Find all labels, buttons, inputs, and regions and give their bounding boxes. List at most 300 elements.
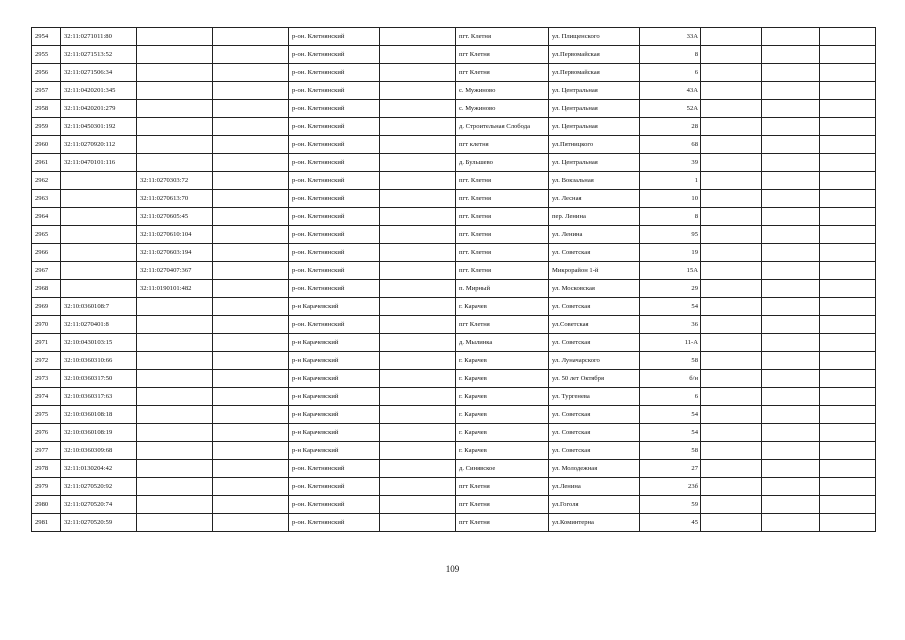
empty-cell [820,352,876,370]
house-number-cell: 36 [640,316,701,334]
house-number-cell: 10 [640,190,701,208]
empty-cell [701,280,762,298]
house-number-cell: б/н [640,370,701,388]
cadastral-number-cell: 32:11:0270920:112 [61,136,137,154]
empty-cell [701,226,762,244]
empty-cell [701,388,762,406]
cadastral-number-alt-cell: 32:11:0190101:482 [137,280,213,298]
cadastral-number-alt-cell: 32:11:0270610:104 [137,226,213,244]
cadastral-number-cell [61,262,137,280]
empty-cell [213,298,289,316]
house-number-cell: 8 [640,46,701,64]
district-cell: р-н Карачевский [289,442,380,460]
district-cell: р-он. Клетнянский [289,100,380,118]
row-number-cell: 2977 [32,442,61,460]
house-number-cell: 52А [640,100,701,118]
row-number-cell: 2964 [32,208,61,226]
empty-cell [701,136,762,154]
empty-cell [701,352,762,370]
empty-cell [820,64,876,82]
empty-cell [701,334,762,352]
street-cell: Микрорайон 1-й [549,262,640,280]
empty-cell [213,442,289,460]
empty-cell [213,208,289,226]
empty-cell [701,514,762,532]
empty-cell [380,172,456,190]
house-number-cell: 54 [640,424,701,442]
empty-cell [213,514,289,532]
empty-cell [762,64,820,82]
empty-cell [820,406,876,424]
settlement-cell: пгт Клетня [456,46,549,64]
empty-cell [380,136,456,154]
row-number-cell: 2969 [32,298,61,316]
settlement-cell: пгт Клетня [456,478,549,496]
table-row [32,118,876,136]
district-cell: р-он. Клетнянский [289,478,380,496]
empty-cell [213,388,289,406]
empty-cell [820,82,876,100]
house-number-cell: 58 [640,442,701,460]
cadastral-number-cell: 32:11:0271513:52 [61,46,137,64]
empty-cell [380,262,456,280]
empty-cell [380,118,456,136]
street-cell: ул. Советская [549,424,640,442]
district-cell: р-он. Клетнянский [289,154,380,172]
empty-cell [762,262,820,280]
cadastral-number-cell: 32:11:0270520:74 [61,496,137,514]
cadastral-number-alt-cell: 32:11:0270303:72 [137,172,213,190]
district-cell: р-н Карачевский [289,424,380,442]
empty-cell [820,154,876,172]
settlement-cell: пгт. Клетня [456,28,549,46]
street-cell: ул.Советская [549,316,640,334]
empty-cell [762,154,820,172]
table-row [32,298,876,316]
empty-cell [380,280,456,298]
empty-cell [762,208,820,226]
empty-cell [762,478,820,496]
district-cell: р-он. Клетнянский [289,496,380,514]
empty-cell [213,280,289,298]
empty-cell [213,370,289,388]
table-row [32,226,876,244]
cadastral-number-cell: 32:10:0360309:68 [61,442,137,460]
cadastral-number-alt-cell [137,118,213,136]
empty-cell [213,118,289,136]
street-cell: пер. Ленина [549,208,640,226]
street-cell: ул. Плищенского [549,28,640,46]
street-cell: ул. Вокзальная [549,172,640,190]
empty-cell [213,334,289,352]
row-number-cell: 2971 [32,334,61,352]
cadastral-number-cell: 32:11:0270520:92 [61,478,137,496]
district-cell: р-он. Клетнянский [289,172,380,190]
settlement-cell: с. Мужиново [456,82,549,100]
table-row [32,262,876,280]
cadastral-number-cell [61,226,137,244]
settlement-cell: пгт Клетня [456,514,549,532]
row-number-cell: 2960 [32,136,61,154]
table-row [32,496,876,514]
cadastral-number-cell: 32:11:0420201:345 [61,82,137,100]
settlement-cell: с. Мужиново [456,100,549,118]
empty-cell [380,460,456,478]
empty-cell [701,460,762,478]
district-cell: р-н Карачевский [289,334,380,352]
district-cell: р-он. Клетнянский [289,118,380,136]
table-row [32,370,876,388]
settlement-cell: пгт. Клетня [456,262,549,280]
settlement-cell: пгт. Клетня [456,226,549,244]
empty-cell [820,100,876,118]
empty-cell [820,28,876,46]
empty-cell [762,28,820,46]
district-cell: р-он. Клетнянский [289,82,380,100]
cadastral-number-cell: 32:11:0270520:59 [61,514,137,532]
row-number-cell: 2981 [32,514,61,532]
empty-cell [380,208,456,226]
row-number-cell: 2957 [32,82,61,100]
empty-cell [213,46,289,64]
house-number-cell: 11-А [640,334,701,352]
row-number-cell: 2962 [32,172,61,190]
table-row [32,406,876,424]
settlement-cell: г. Карачев [456,442,549,460]
table-row [32,280,876,298]
empty-cell [213,226,289,244]
row-number-cell: 2974 [32,388,61,406]
empty-cell [762,388,820,406]
empty-cell [820,298,876,316]
empty-cell [820,334,876,352]
table-body [32,28,876,532]
house-number-cell: 58 [640,352,701,370]
cadastral-number-cell: 32:11:0470101:116 [61,154,137,172]
house-number-cell: 6 [640,64,701,82]
cadastral-number-cell [61,208,137,226]
row-number-cell: 2980 [32,496,61,514]
settlement-cell: г. Карачев [456,298,549,316]
cadastral-number-cell [61,244,137,262]
settlement-cell: пгт. Клетня [456,244,549,262]
district-cell: р-он. Клетнянский [289,514,380,532]
row-number-cell: 2978 [32,460,61,478]
house-number-cell: 23б [640,478,701,496]
street-cell: ул. Центральная [549,100,640,118]
table-row [32,388,876,406]
empty-cell [380,244,456,262]
empty-cell [762,82,820,100]
cadastral-number-alt-cell [137,388,213,406]
empty-cell [213,460,289,478]
empty-cell [820,478,876,496]
cadastral-number-cell: 32:11:0130204:42 [61,460,137,478]
empty-cell [213,424,289,442]
empty-cell [762,190,820,208]
district-cell: р-он. Клетнянский [289,46,380,64]
settlement-cell: г. Карачев [456,352,549,370]
row-number-cell: 2958 [32,100,61,118]
empty-cell [380,334,456,352]
settlement-cell: пгт. Клетня [456,190,549,208]
cadastral-number-alt-cell [137,424,213,442]
empty-cell [701,154,762,172]
cadastral-number-alt-cell [137,298,213,316]
settlement-cell: г. Карачев [456,388,549,406]
table-row [32,64,876,82]
empty-cell [820,262,876,280]
empty-cell [820,136,876,154]
empty-cell [820,208,876,226]
street-cell: ул.Пятницкого [549,136,640,154]
street-cell: ул. Советская [549,442,640,460]
cadastral-number-cell: 32:11:0270401:8 [61,316,137,334]
empty-cell [762,100,820,118]
empty-cell [380,64,456,82]
street-cell: ул. Московская [549,280,640,298]
house-number-cell: 28 [640,118,701,136]
empty-cell [820,442,876,460]
cadastral-number-alt-cell [137,154,213,172]
street-cell: ул. Советская [549,406,640,424]
table-row [32,478,876,496]
property-table [31,27,876,532]
empty-cell [820,388,876,406]
empty-cell [213,64,289,82]
district-cell: р-н Карачевский [289,370,380,388]
row-number-cell: 2979 [32,478,61,496]
empty-cell [213,478,289,496]
district-cell: р-он. Клетнянский [289,316,380,334]
settlement-cell: д. Строительная Слобода [456,118,549,136]
house-number-cell: 29 [640,280,701,298]
cadastral-number-alt-cell: 32:11:0270613:70 [137,190,213,208]
empty-cell [701,208,762,226]
empty-cell [762,334,820,352]
district-cell: р-он. Клетнянский [289,64,380,82]
empty-cell [762,172,820,190]
cadastral-number-cell: 32:10:0360108:7 [61,298,137,316]
house-number-cell: 39 [640,154,701,172]
empty-cell [380,100,456,118]
cadastral-number-alt-cell [137,334,213,352]
empty-cell [762,244,820,262]
empty-cell [820,370,876,388]
street-cell: ул. Центральная [549,118,640,136]
empty-cell [380,154,456,172]
empty-cell [820,226,876,244]
empty-cell [701,262,762,280]
settlement-cell: пгт. Клетня [456,208,549,226]
row-number-cell: 2968 [32,280,61,298]
table-row [32,136,876,154]
page-number: 109 [445,564,460,574]
cadastral-number-cell [61,280,137,298]
street-cell: ул. Центральная [549,82,640,100]
row-number-cell: 2965 [32,226,61,244]
empty-cell [762,280,820,298]
table-row [32,154,876,172]
row-number-cell: 2976 [32,424,61,442]
empty-cell [213,172,289,190]
street-cell: ул. Советская [549,334,640,352]
district-cell: р-н Карачевский [289,352,380,370]
empty-cell [380,514,456,532]
row-number-cell: 2954 [32,28,61,46]
empty-cell [213,136,289,154]
table-row [32,460,876,478]
empty-cell [701,478,762,496]
table-row [32,208,876,226]
cadastral-number-cell: 32:10:0360317:50 [61,370,137,388]
empty-cell [701,316,762,334]
street-cell: ул.Первомайская [549,46,640,64]
empty-cell [701,298,762,316]
cadastral-number-alt-cell [137,406,213,424]
house-number-cell: 15А [640,262,701,280]
house-number-cell: 43А [640,82,701,100]
house-number-cell: 8 [640,208,701,226]
row-number-cell: 2972 [32,352,61,370]
empty-cell [380,352,456,370]
cadastral-number-alt-cell [137,460,213,478]
house-number-cell: 19 [640,244,701,262]
empty-cell [820,460,876,478]
empty-cell [701,118,762,136]
empty-cell [762,226,820,244]
settlement-cell: пгт Клетня [456,496,549,514]
settlement-cell: пгт. Клетня [456,172,549,190]
empty-cell [701,46,762,64]
empty-cell [820,496,876,514]
empty-cell [213,262,289,280]
cadastral-number-alt-cell [137,100,213,118]
row-number-cell: 2967 [32,262,61,280]
empty-cell [380,424,456,442]
table-row [32,442,876,460]
district-cell: р-н Карачевский [289,388,380,406]
cadastral-number-cell: 32:11:0271011:80 [61,28,137,46]
street-cell: ул. Тургенева [549,388,640,406]
empty-cell [213,352,289,370]
cadastral-number-alt-cell [137,136,213,154]
street-cell: ул. Луначарского [549,352,640,370]
settlement-cell: д. Мылинка [456,334,549,352]
district-cell: р-он. Клетнянский [289,244,380,262]
empty-cell [213,190,289,208]
table-row [32,28,876,46]
row-number-cell: 2975 [32,406,61,424]
empty-cell [213,154,289,172]
district-cell: р-он. Клетнянский [289,262,380,280]
empty-cell [380,496,456,514]
empty-cell [701,406,762,424]
cadastral-number-alt-cell [137,442,213,460]
cadastral-number-cell: 32:10:0360310:66 [61,352,137,370]
district-cell: р-он. Клетнянский [289,460,380,478]
settlement-cell: пгт Клетня [456,64,549,82]
empty-cell [213,406,289,424]
empty-cell [380,46,456,64]
cadastral-number-alt-cell [137,46,213,64]
empty-cell [701,370,762,388]
empty-cell [380,478,456,496]
cadastral-number-cell: 32:10:0360108:18 [61,406,137,424]
empty-cell [762,118,820,136]
district-cell: р-он. Клетнянский [289,28,380,46]
empty-cell [820,46,876,64]
empty-cell [820,316,876,334]
house-number-cell: 6 [640,388,701,406]
house-number-cell: 1 [640,172,701,190]
row-number-cell: 2961 [32,154,61,172]
empty-cell [380,370,456,388]
street-cell: ул. Советская [549,298,640,316]
house-number-cell: 33А [640,28,701,46]
table-row [32,424,876,442]
settlement-cell: д. Бульшево [456,154,549,172]
empty-cell [762,136,820,154]
settlement-cell: г. Карачев [456,424,549,442]
settlement-cell: г. Карачев [456,406,549,424]
house-number-cell: 95 [640,226,701,244]
street-cell: ул. 50 лет Октября [549,370,640,388]
row-number-cell: 2956 [32,64,61,82]
empty-cell [380,298,456,316]
street-cell: ул.Первомайская [549,64,640,82]
empty-cell [820,424,876,442]
empty-cell [213,100,289,118]
table-row [32,172,876,190]
empty-cell [701,172,762,190]
cadastral-number-alt-cell [137,64,213,82]
settlement-cell: пгт Клетня [456,316,549,334]
empty-cell [820,118,876,136]
house-number-cell: 68 [640,136,701,154]
empty-cell [213,82,289,100]
table-row [32,46,876,64]
street-cell: ул. Центральная [549,154,640,172]
cadastral-number-alt-cell: 32:11:0270603:194 [137,244,213,262]
empty-cell [762,370,820,388]
table-row [32,244,876,262]
district-cell: р-он. Клетнянский [289,136,380,154]
house-number-cell: 54 [640,406,701,424]
house-number-cell: 45 [640,514,701,532]
cadastral-number-cell: 32:10:0360317:63 [61,388,137,406]
cadastral-number-alt-cell: 32:11:0270407:367 [137,262,213,280]
cadastral-number-cell: 32:11:0450301:192 [61,118,137,136]
empty-cell [380,406,456,424]
table-row [32,334,876,352]
empty-cell [762,460,820,478]
settlement-cell: п. Мирный [456,280,549,298]
empty-cell [701,244,762,262]
row-number-cell: 2963 [32,190,61,208]
empty-cell [213,28,289,46]
empty-cell [820,172,876,190]
settlement-cell: д. Синявское [456,460,549,478]
cadastral-number-alt-cell [137,478,213,496]
table-row [32,514,876,532]
cadastral-number-cell [61,190,137,208]
empty-cell [701,424,762,442]
cadastral-number-alt-cell [137,82,213,100]
empty-cell [762,406,820,424]
district-cell: р-он. Клетнянский [289,190,380,208]
cadastral-number-cell: 32:11:0271506:34 [61,64,137,82]
